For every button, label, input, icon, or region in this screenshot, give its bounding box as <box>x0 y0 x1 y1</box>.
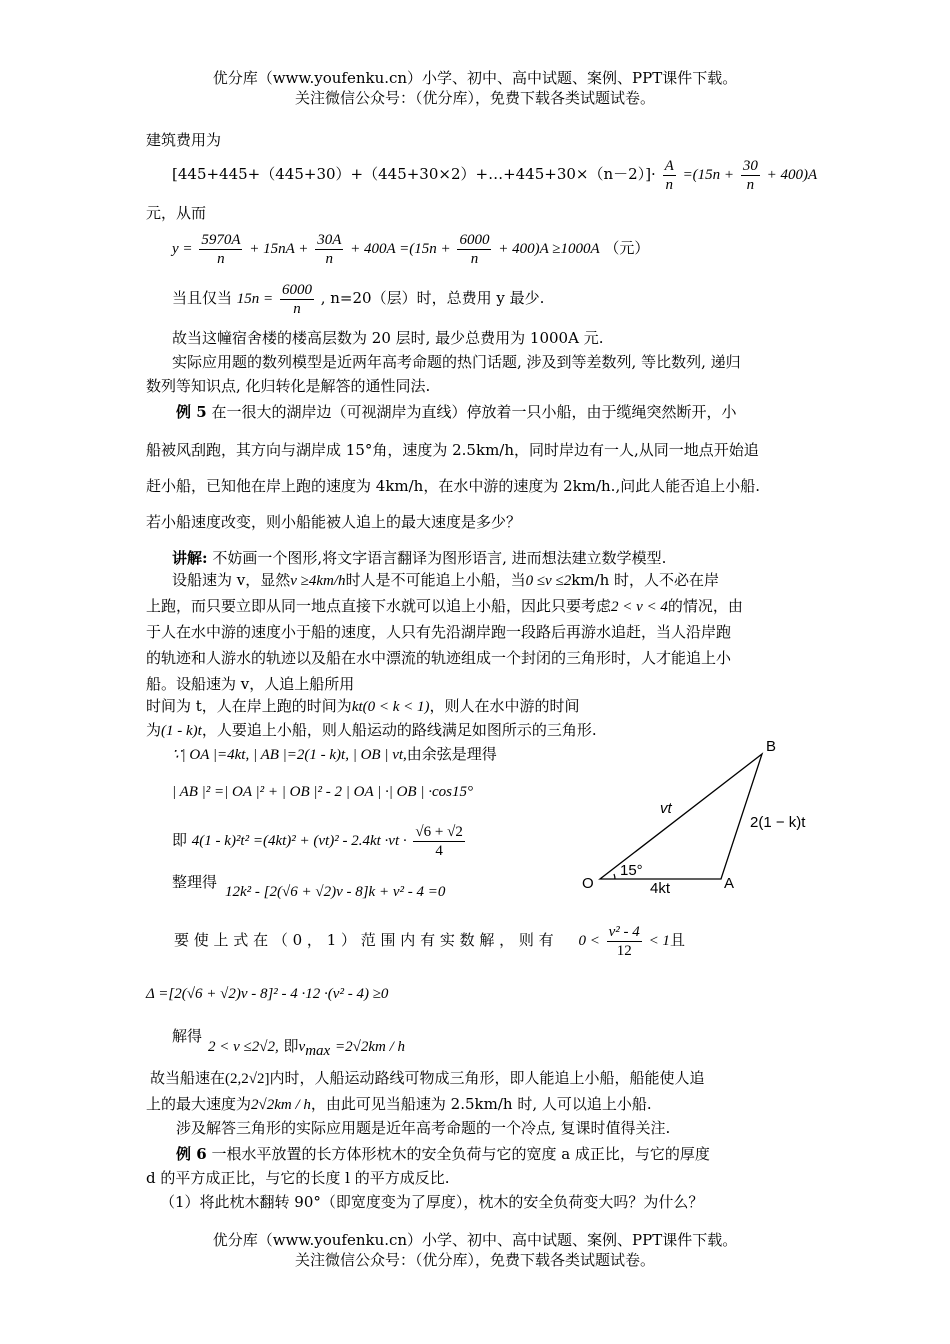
para-7: 为(1 - k)t，人要追上小船，则人船运动的路线满足如图所示的三角形. <box>146 721 597 739</box>
fraction-30-over-n: $\frac{30}{n}$ <box>742 157 758 193</box>
angle-arc <box>614 874 615 879</box>
example5-line-4: 若小船速度改变，则小船能被人追上的最大速度是多少？ <box>146 513 522 531</box>
fraction-6000-cond: $\frac{6000}{n}$ <box>281 281 312 317</box>
header-line-2: 关注微信公众号：（优分库），免费下载各类试题试卷。 <box>294 89 655 107</box>
footer-line-1: 优分库（www.youfenku.cn）小学、初中、高中试题、案例、PPT课件下载。 <box>212 1231 738 1249</box>
fraction-a-over-n: $\frac{A}{n}$ <box>664 157 674 193</box>
example6-line-2: d 的平方成正比，与它的长度 l 的平方成反比. <box>146 1169 450 1187</box>
fraction-5970: $\frac{5970A}{n}$ <box>201 231 241 267</box>
para-4: 的轨迹和人游水的轨迹以及船在水中漂流的轨迹组成一个封闭的三角形时，人才能追上小 <box>146 649 732 667</box>
equation-ji: 即 4(1 - k)²t² =(4kt)² + (vt)² - 2.4kt ·vt · $\frac{√6 + √2}{4}$ <box>172 823 463 859</box>
equation-since: ∵| OA |=4kt, | AB |=2(1 - k)t, | OB | vt,由余弦是理得 <box>172 745 497 763</box>
para-1: 设船速为 v，显然v ≥4km/h时人是不可能追上小船，当0 ≤v ≤2km/h 时，人不必在岸 <box>172 571 719 589</box>
text-remark-2: 数列等知识点, 化归转化是解答的通性同法. <box>146 377 431 395</box>
example6-question-1: （1）将此枕木翻转 90°（即宽度变为了厚度），枕木的安全负荷变大吗？为什么？ <box>160 1193 704 1211</box>
label-o: O <box>582 875 594 892</box>
para-sheji: 涉及解答三角形的实际应用题是近年高考命题的一个冷点, 复课时值得关注. <box>176 1119 671 1137</box>
equation-range-condition: 要 使 上 式 在 （ 0 ， 1 ） 范 围 内 有 实 数 解 ， 则 有 0 < $\frac{\text{v² - 4}}{12}$ < 1且 <box>174 923 685 959</box>
para-gu-2: 上的最大速度为2√2km / h，由此可见当船速为 2.5km/h 时, 人可以追上小船. <box>146 1095 652 1113</box>
fraction-v2: $\frac{\text{v² - 4}}{12}$ <box>608 923 640 959</box>
footer-line-2: 关注微信公众号：（优分库），免费下载各类试题试卷。 <box>294 1251 655 1269</box>
zhengli-label: 整理得 <box>172 873 218 891</box>
fraction-sqrt: $\frac{√6 + √2}{4}$ <box>415 823 463 859</box>
triangle-figure <box>570 732 830 902</box>
example5-line-2: 船被风刮跑，其方向与湖岸成 15°角，速度为 2.5km/h，同时岸边有一人,从同一地点开始追 <box>146 441 759 459</box>
sum-expression: [445+445+（445+30）+（445+30×2）+…+445+30×（n－2）]· <box>172 165 656 183</box>
equation-cosine-law: | AB |² =| OA |² + | OB |² - 2 | OA | ·| OB | ·cos15° <box>172 784 473 800</box>
example5-line-3: 赶小船，已知他在岸上跑的速度为 4km/h，在水中游的速度为 2km/h.,问此人能否追上小船. <box>146 477 760 495</box>
label-b: B <box>766 738 777 755</box>
label-oa: 4kt <box>650 880 671 897</box>
example5-label: 例 5 <box>176 403 207 421</box>
equation-total-cost: y = $\frac{5970A}{n}$ + 15nA + $\frac{30A}{n}$ + 400A =(15n + $\frac{6000}{n}$ + 400)A ≥1000A （元） <box>172 231 650 267</box>
example6-line-1: 例 6 一根水平放置的长方体形枕木的安全负荷与它的宽度 a 成正比，与它的厚度 <box>176 1145 710 1163</box>
equation-delta: Δ =[2(√6 + √2)v - 8]² - 4 ·12 ·(v² - 4) ≥0 <box>146 986 389 1002</box>
jiangjie-line: 讲解: 不妨画一个图形,将文字语言翻译为图形语言, 进而想法建立数学模型. <box>172 549 667 567</box>
para-2: 上跑，而只要立即从同一地点直接下水就可以追上小船，因此只要考虑2 < v < 4的情况，由 <box>146 597 743 615</box>
equation-quadratic: 12k² - [2(√6 + √2)v - 8]k + v² - 4 =0 <box>225 884 446 900</box>
para-6: 时间为 t，人在岸上跑的时间为kt(0 < k < 1)，则人在水中游的时间 <box>146 697 580 715</box>
label-angle: 15° <box>620 862 643 879</box>
jiangjie-label: 讲解: <box>172 549 208 567</box>
jiede-label: 解得 <box>172 1027 203 1045</box>
example5-line-1: 例 5 在一很大的湖岸边（可视湖岸为直线）停放着一只小船，由于缆绳突然断开，小 <box>176 403 737 421</box>
para-3: 于人在水中游的速度小于船的速度，人只有先沿湖岸跑一段路后再游水追赶，当人沿岸跑 <box>146 623 732 641</box>
text-remark-1: 实际应用题的数列模型是近两年高考命题的热门话题, 涉及到等差数列, 等比数列, 递归 <box>172 353 741 371</box>
para-gu-1: 故当船速在(2,2√2]内时，人船运动路线可物成三角形，即人能追上小船，船能使人追 <box>150 1069 705 1087</box>
label-ab: 2(1 − k)t <box>750 814 806 831</box>
fraction-30a: $\frac{30A}{n}$ <box>317 231 342 267</box>
para-5: 船。设船速为 v，人追上船所用 <box>146 675 355 693</box>
header-line-1: 优分库（www.youfenku.cn）小学、初中、高中试题、案例、PPT课件下载。 <box>212 69 738 87</box>
example6-label: 例 6 <box>176 1145 207 1163</box>
equation-cost-sum: [445+445+（445+30）+（445+30×2）+…+445+30×（n－2）]· $\frac{A}{n}$ =(15n + $\frac{30}{n}$ + 400)A <box>172 157 818 193</box>
label-vt: vt <box>660 800 672 817</box>
text-yuan-congr: 元，从而 <box>146 204 207 222</box>
text-conclusion: 故当这幢宿舍楼的楼高层数为 20 层时, 最少总费用为 1000A 元. <box>172 329 604 347</box>
label-a: A <box>724 875 735 892</box>
fraction-6000: $\frac{6000}{n}$ <box>459 231 490 267</box>
equation-solution: 2 < v ≤2√2, 即$v_{max} =2√2km / h$ <box>208 1037 406 1059</box>
triangle-shape <box>600 754 762 879</box>
text-jianzhu: 建筑费用为 <box>146 131 222 149</box>
text-condition: 当且仅当 15n = $\frac{6000}{n}$ , n=20（层）时，总费用 y 最少. <box>172 281 545 317</box>
